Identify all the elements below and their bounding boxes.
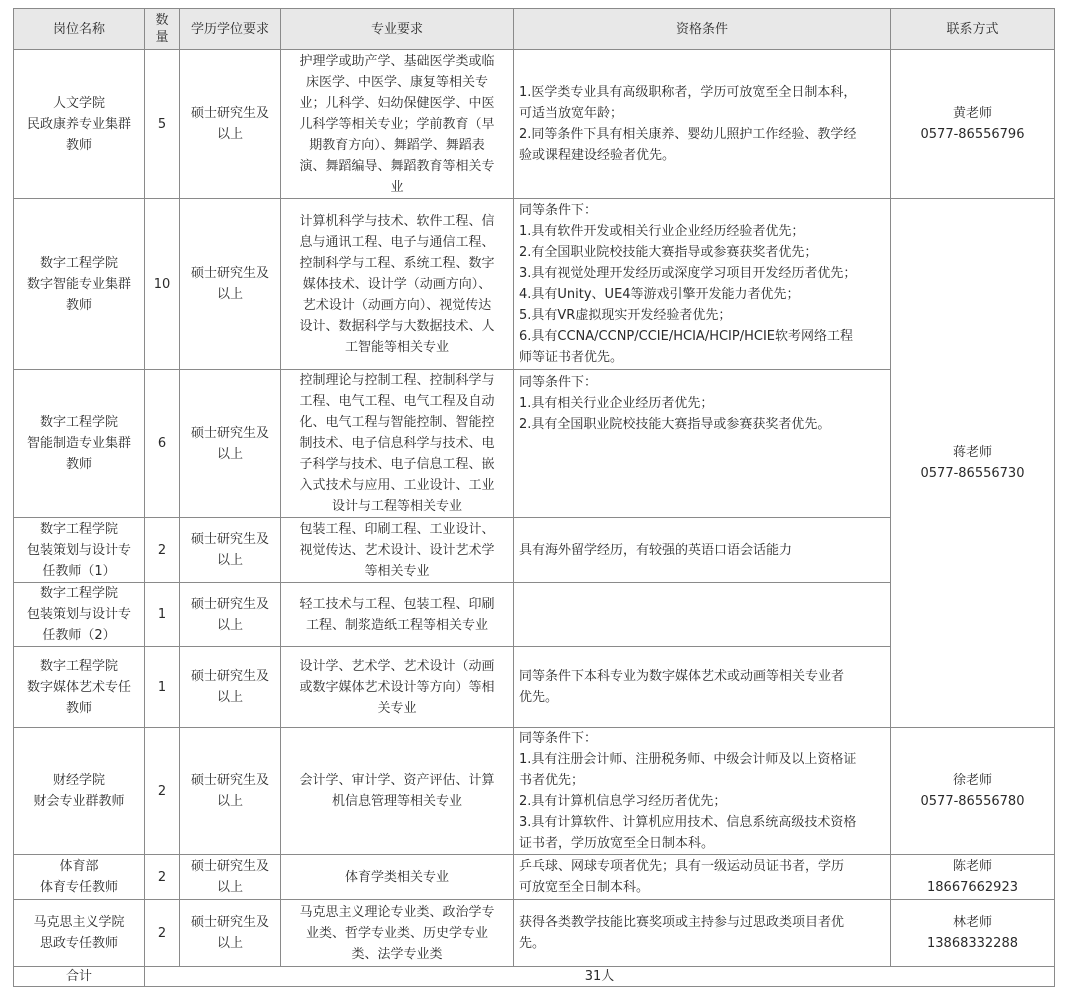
- degree-cell: 硕士研究生及 以上: [180, 50, 281, 199]
- degree-cell: 硕士研究生及 以上: [180, 855, 281, 900]
- position-cell: 财经学院 财会专业群教师: [14, 728, 145, 855]
- qualification-cell: 同等条件下： 1.具有相关行业企业经历者优先； 2.具有全国职业院校技能大赛指导或参赛获奖者优先。: [514, 370, 891, 518]
- degree-cell: 硕士研究生及 以上: [180, 728, 281, 855]
- header-count: 数 量: [145, 9, 180, 50]
- degree-cell: 硕士研究生及 以上: [180, 518, 281, 583]
- qualification-cell: 获得各类教学技能比赛奖项或主持参与过思政类项目者优 先。: [514, 900, 891, 967]
- header-qualification: 资格条件: [514, 9, 891, 50]
- count-cell: 2: [145, 518, 180, 583]
- contact-phone: 18667662923: [927, 880, 1018, 895]
- degree-cell: 硕士研究生及 以上: [180, 647, 281, 728]
- position-cell: 数字工程学院 数字智能专业集群 教师: [14, 199, 145, 370]
- qualification-cell: 乒乓球、网球专项者优先；具有一级运动员证书者，学历 可放宽至全日制本科。: [514, 855, 891, 900]
- count-cell: 6: [145, 370, 180, 518]
- recruitment-table: [13, 8, 1055, 987]
- position-cell: 数字工程学院 包装策划与设计专 任教师（1）: [14, 518, 145, 583]
- major-cell: 设计学、艺术学、艺术设计（动画 或数字媒体艺术设计等方向）等相 关专业: [281, 647, 514, 728]
- count-cell: 2: [145, 728, 180, 855]
- header-contact: 联系方式: [891, 9, 1055, 50]
- position-cell: 人文学院 民政康养专业集群 教师: [14, 50, 145, 199]
- contact-name: 徐老师: [952, 773, 992, 788]
- header-position: 岗位名称: [14, 9, 145, 50]
- header-degree: 学历学位要求: [180, 9, 281, 50]
- header-major: 专业要求: [281, 9, 514, 50]
- position-cell: 马克思主义学院 思政专任教师: [14, 900, 145, 967]
- major-cell: 包装工程、印刷工程、工业设计、 视觉传达、艺术设计、设计艺术学 等相关专业: [281, 518, 514, 583]
- major-cell: 护理学或助产学、基础医学类或临 床医学、中医学、康复等相关专 业；儿科学、妇幼保健医学、中医 儿科学等相关专业；学前教育（早 期教育方向）、舞蹈学、舞蹈表 演、舞蹈编导、舞蹈教育等相关专 业: [281, 50, 514, 199]
- contact-phone: 0577-86556730: [920, 466, 1025, 481]
- qualification-cell: 同等条件下： 1.具有软件开发或相关行业企业经历经验者优先； 2.有全国职业院校技能大赛指导或参赛获奖者优先； 3.具有视觉处理开发经历或深度学习项目开发经历者优先； 4.具有Unity、UE4等游戏引擎开发能力者优先； 5.具有VR虚拟现实开发经验者优先； 6.具有CCNA/CCNP/CCIE/HCIA/HCIP/HCIE软考网络工程 师等证书者优先。: [514, 199, 891, 370]
- qualification-cell: 具有海外留学经历，有较强的英语口语会话能力: [514, 518, 891, 583]
- count-cell: 2: [145, 855, 180, 900]
- total-label: 合计: [14, 967, 145, 987]
- table-row: [14, 728, 1055, 855]
- table-row: [14, 50, 1055, 199]
- position-cell: 数字工程学院 包装策划与设计专 任教师（2）: [14, 583, 145, 647]
- major-cell: 马克思主义理论专业类、政治学专 业类、哲学专业类、历史学专业 类、法学专业类: [281, 900, 514, 967]
- header-row: [14, 9, 1055, 50]
- contact-name: 蒋老师: [952, 445, 992, 460]
- qualification-cell: 1.医学类专业具有高级职称者，学历可放宽至全日制本科， 可适当放宽年龄； 2.同等条件下具有相关康养、婴幼儿照护工作经验、教学经 验或课程建设经验者优先。: [514, 50, 891, 199]
- qualification-cell: 同等条件下： 1.具有注册会计师、注册税务师、中级会计师及以上资格证 书者优先； 2.具有计算机信息学习经历者优先； 3.具有计算软件、计算机应用技术、信息系统高级技术资格 证书者，学历放宽至全日制本科。: [514, 728, 891, 855]
- position-cell: 体育部 体育专任教师: [14, 855, 145, 900]
- qualification-cell: [514, 583, 891, 647]
- position-cell: 数字工程学院 智能制造专业集群 教师: [14, 370, 145, 518]
- degree-cell: 硕士研究生及 以上: [180, 199, 281, 370]
- contact-cell: [891, 900, 1055, 967]
- position-cell: 数字工程学院 数字媒体艺术专任 教师: [14, 647, 145, 728]
- contact-phone: 0577-86556796: [920, 127, 1025, 142]
- total-value: 31人: [145, 967, 1055, 987]
- major-cell: 控制理论与控制工程、控制科学与 工程、电气工程、电气工程及自动 化、电气工程与智能控制、智能控 制技术、电子信息科学与技术、电 子科学与技术、电子信息工程、嵌 入式技术与应用、工业设计、工业 设计与工程等相关专业: [281, 370, 514, 518]
- degree-cell: 硕士研究生及 以上: [180, 370, 281, 518]
- major-cell: 体育学类相关专业: [281, 855, 514, 900]
- major-cell: 计算机科学与技术、软件工程、信 息与通讯工程、电子与通信工程、 控制科学与工程、系统工程、数字 媒体技术、设计学（动画方向）、 艺术设计（动画方向）、视觉传达 设计、数据科学与大数据技术、人 工智能等相关专业: [281, 199, 514, 370]
- count-cell: 5: [145, 50, 180, 199]
- major-cell: 会计学、审计学、资产评估、计算 机信息管理等相关专业: [281, 728, 514, 855]
- degree-cell: 硕士研究生及 以上: [180, 583, 281, 647]
- qualification-cell: 同等条件下本科专业为数字媒体艺术或动画等相关专业者 优先。: [514, 647, 891, 728]
- count-cell: 1: [145, 583, 180, 647]
- contact-phone: 13868332288: [927, 936, 1018, 951]
- contact-cell: [891, 199, 1055, 728]
- contact-cell: [891, 728, 1055, 855]
- count-cell: 2: [145, 900, 180, 967]
- contact-name: 林老师: [952, 915, 992, 930]
- contact-name: 黄老师: [952, 106, 992, 121]
- degree-cell: 硕士研究生及 以上: [180, 900, 281, 967]
- contact-cell: [891, 855, 1055, 900]
- count-cell: 10: [145, 199, 180, 370]
- major-cell: 轻工技术与工程、包装工程、印刷 工程、制浆造纸工程等相关专业: [281, 583, 514, 647]
- table-row: [14, 855, 1055, 900]
- table-row: [14, 199, 1055, 370]
- contact-cell: [891, 50, 1055, 199]
- total-row: [14, 967, 1055, 987]
- count-cell: 1: [145, 647, 180, 728]
- contact-name: 陈老师: [952, 859, 992, 874]
- contact-phone: 0577-86556780: [920, 794, 1025, 809]
- table-row: [14, 900, 1055, 967]
